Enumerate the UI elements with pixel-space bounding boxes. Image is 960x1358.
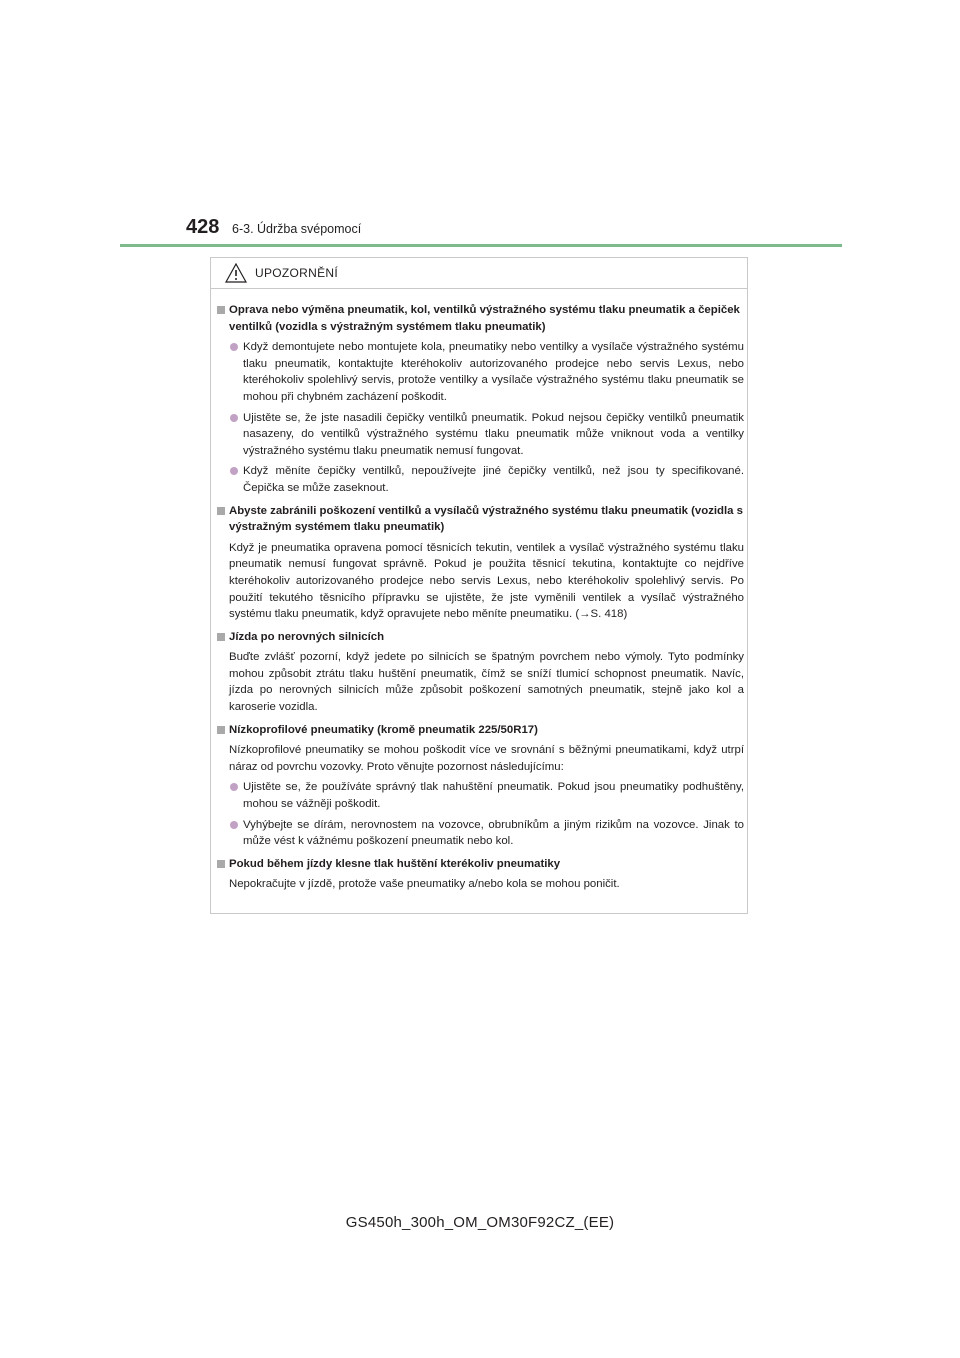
round-bullet-icon xyxy=(230,467,238,475)
square-bullet-icon xyxy=(217,507,225,515)
section-text: Nepokračujte v jízdě, protože vaše pneumatiky a/nebo kola se mohou poničit. xyxy=(229,878,620,891)
section-text: Nízkoprofilové pneumatiky se mohou poškodit více ve srovnání s běžnými pneumatikami, když utrpí náraz od povrchu vozovky. Proto věnujte pozornost následujícímu: xyxy=(229,744,744,773)
section-heading: Jízda po nerovných silnicích xyxy=(217,629,744,646)
round-bullet-icon xyxy=(230,343,238,351)
warning-header xyxy=(211,258,747,289)
warning-title: UPOZORNĚNÍ xyxy=(255,266,339,280)
section-text: Když je pneumatika opravena pomocí těsnicích tekutin, ventilek a vysílač výstražného systému tlaku pneumatik nemusí fungovat správně. Pokud je použita těsnicí tekutina, kontaktujte co nejdříve kteréhokoliv autorizovaného prodejce nebo servis Lexus, nebo kteréhokoliv spolehlivý servis. Po použití tekutého těsnicího přípravku se ujistěte, že jste vyměnili ventilek a vysílač výstražného systému tlaku pneumatik, když opravujete nebo měníte pneumatiku. (→S. 418) xyxy=(229,541,744,621)
header-rule xyxy=(120,244,842,247)
round-bullet-icon xyxy=(230,414,238,422)
section-heading: Nízkoprofilové pneumatiky (kromě pneumatik 225/50R17) xyxy=(217,722,744,739)
round-bullet-icon xyxy=(230,783,238,791)
warning-content xyxy=(217,300,744,893)
bullet-item: Když měníte čepičky ventilků, nepoužívejte jiné čepičky ventilků, než jsou ty specifikované. Čepička se může zaseknout. xyxy=(217,463,744,496)
bullet-item: Ujistěte se, že jste nasadili čepičky ventilků pneumatik. Pokud nejsou čepičky ventilků pneumatik nasazeny, do ventilků výstražného systému tlaku pneumatik může vniknout voda a ventilky výstražného systému tlaku pneumatik nemusí fungovat. xyxy=(217,410,744,460)
section-heading: Abyste zabránili poškození ventilků a vysílačů výstražného systému tlaku pneumatik (vozidla s výstražným systémem tlaku pneumatik) xyxy=(217,503,744,536)
square-bullet-icon xyxy=(217,726,225,734)
square-bullet-icon xyxy=(217,860,225,868)
square-bullet-icon xyxy=(217,633,225,641)
warning-box xyxy=(210,257,748,914)
warning-triangle-icon xyxy=(225,263,247,283)
section-text: Buďte zvlášť pozorní, když jedete po silnicích se špatným povrchem nebo výmoly. Tyto podmínky mohou způsobit ztrátu tlaku huštění pneumatik, čímž se sníží tlumicí schopnost pneumatik. Navíc, jízda po nerovných silnicích může způsobit poškození samotných pneumatik, stejně jako kol a karoserie vozidla. xyxy=(229,651,744,714)
section-heading: Oprava nebo výměna pneumatik, kol, ventilků výstražného systému tlaku pneumatik a čepiček ventilků (vozidla s výstražným systémem tlaku pneumatik) xyxy=(217,302,744,335)
bullet-item: Ujistěte se, že používáte správný tlak nahuštění pneumatik. Pokud jsou pneumatiky podhuštěny, mohou se vážněji poškodit. xyxy=(217,779,744,812)
bullet-item: Vyhýbejte se dírám, nerovnostem na vozovce, obrubníkům a jiným rizikům na vozovce. Jinak to může vést k vážnému poškození pneumatik nebo kol. xyxy=(217,817,744,850)
section-heading: Pokud během jízdy klesne tlak huštění kterékoliv pneumatiky xyxy=(217,856,744,873)
round-bullet-icon xyxy=(230,821,238,829)
square-bullet-icon xyxy=(217,306,225,314)
bullet-item: Když demontujete nebo montujete kola, pneumatiky nebo ventilky a vysílače výstražného systému tlaku pneumatik, kontaktujte kteréhokoliv autorizovaného prodejce nebo servis Lexus, nebo kteréhokoliv spolehlivý servis, protože ventilky a vysílače výstražného systému tlaku pneumatik se mohou při chybném zacházení poškodit. xyxy=(217,339,744,405)
document-code: GS450h_300h_OM_OM30F92CZ_(EE) xyxy=(345,1214,615,1231)
section-title: 6-3. Údržba svépomocí xyxy=(232,222,362,236)
page-number: 428 xyxy=(186,216,220,238)
